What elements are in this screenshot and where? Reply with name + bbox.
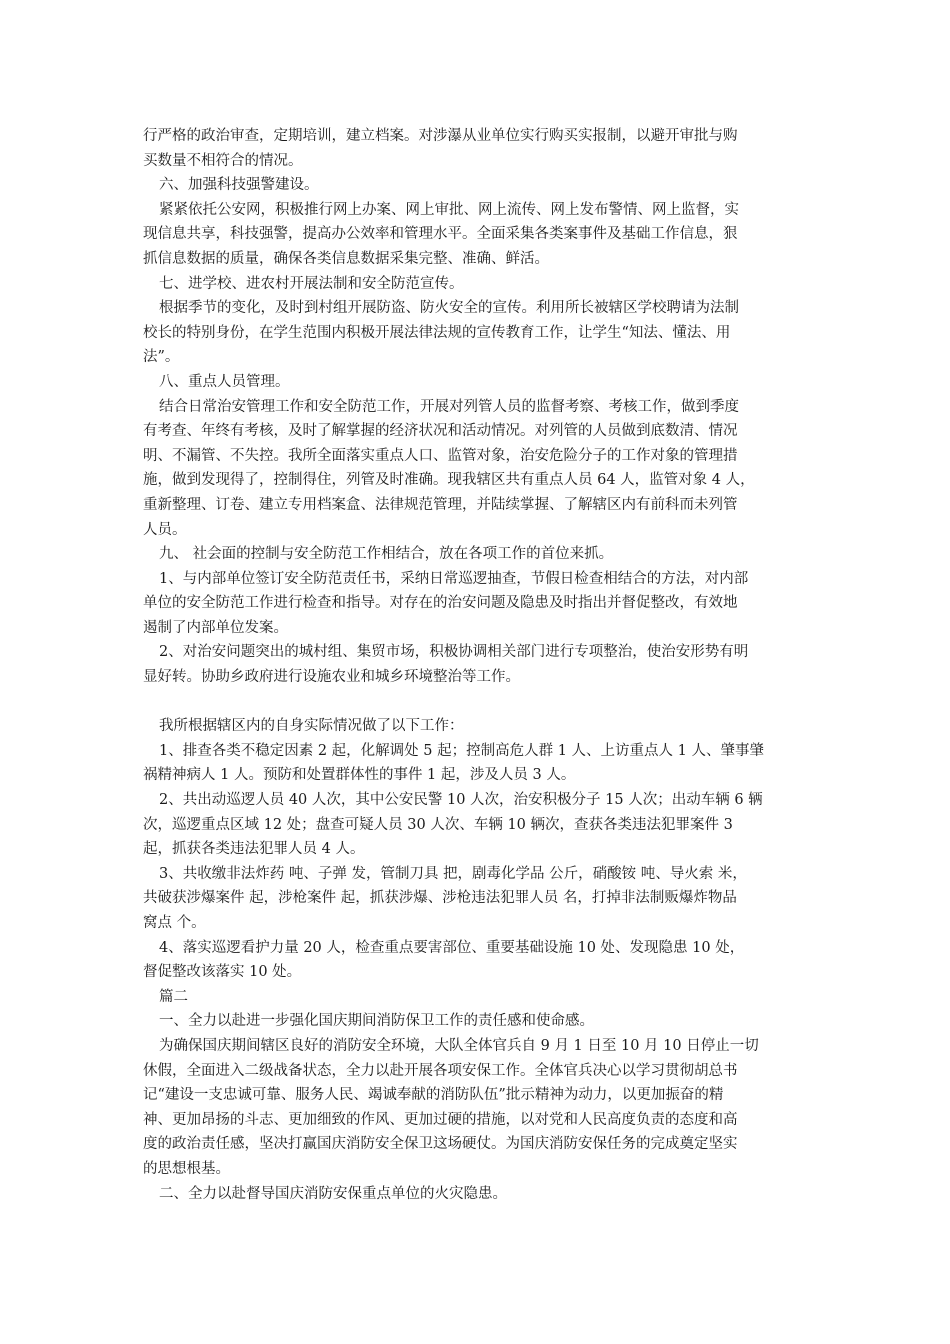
blank-line [143,690,819,715]
text-line: 1、排查各类不稳定因素 2 起，化解调处 5 起；控制高危人群 1 人、上访重点人 1 人、肇事肇 [159,742,764,759]
text-line: 紧紧依托公安网，积极推行网上办案、网上审批、网上流传、网上发布警情、网上监督，实 [159,201,739,218]
text-line: 篇二 [159,988,188,1005]
text-line: 有考查、年终有考核，及时了解掌握的经济状况和活动情况。对列管的人员做到底数清、情况 [143,423,738,440]
text-line: 一、全力以赴进一步强化国庆期间消防保卫工作的责任感和使命感。 [159,1013,594,1030]
text-line: 共破获涉爆案件 起，涉枪案件 起，抓获涉爆、涉枪违法犯罪人员 名，打掉非法制贩爆炸物品 [143,890,737,907]
text-line: 4、落实巡逻看护力量 20 人，检查重点要害部位、重要基础设施 10 处、发现隐患 10 处， [159,939,745,956]
text-line: 抓信息数据的质量，确保各类信息数据采集完整、准确、鲜活。 [143,250,549,267]
text-line: 2、共出动巡逻人员 40 人次，其中公安民警 10 人次，治安积极分子 15 人次；出动车辆 6 辆 [159,792,763,809]
text-line: 施，做到发现得了，控制得住，列管及时准确。现我辖区共有重点人员 64 人，监管对象 4 人， [143,472,755,489]
text-line: 单位的安全防范工作进行检查和指导。对存在的治安问题及隐患及时指出并督促整改，有效地 [143,595,738,612]
text-line: 校长的特别身份，在学生范围内积极开展法律法规的宣传教育工作，让学生“知法、懂法、用 [143,324,731,341]
text-line: 督促整改该落实 10 处。 [143,964,302,981]
text-line: 为确保国庆期间辖区良好的消防安全环境，大队全体官兵自 9 月 1 日至 10 月 10 日停止一切 [159,1037,759,1054]
text-line: 结合日常治安管理工作和安全防范工作，开展对列管人员的监督考察、考核工作，做到季度 [159,398,739,415]
text-line: 遏制了内部单位发案。 [143,619,288,636]
document-body [143,124,819,1206]
text-line: 1、与内部单位签订安全防范责任书，采纳日常巡逻抽查，节假日检查相结合的方法，对内部 [159,570,749,587]
text-line: 六、加强科技强警建设。 [159,177,319,194]
text-line: 现信息共享，科技强警，提高办公效率和管理水平。全面采集各类案事件及基础工作信息，狠 [143,226,738,243]
text-line: 买数量不相符合的情况。 [143,152,303,169]
text-line: 的思想根基。 [143,1160,230,1177]
text-line: 二、全力以赴督导国庆消防安保重点单位的火灾隐患。 [159,1185,507,1202]
text-line: 行严格的政治审查，定期培训，建立档案。对涉瀑从业单位实行购买实报制，以避开审批与购 [143,128,738,144]
text-line: 九、 社会面的控制与安全防范工作相结合，放在各项工作的首位来抓。 [159,546,614,563]
text-line: 显好转。协助乡政府进行设施农业和城乡环境整治等工作。 [143,669,520,686]
text-line: 八、重点人员管理。 [159,373,290,390]
text-line: 七、进学校、进农村开展法制和安全防范宣传。 [159,275,464,292]
text-line: 度的政治责任感，坚决打赢国庆消防安全保卫这场硬仗。为国庆消防安保任务的完成奠定坚实 [143,1136,738,1153]
text-line: 我所根据辖区内的自身实际情况做了以下工作： [159,718,464,735]
text-line: 明、不漏管、不失控。我所全面落实重点人口、监管对象，治安危险分子的工作对象的管理措 [143,447,738,464]
text-line: 重新整理、订卷、建立专用档案盒、法律规范管理，并陆续掌握、了解辖区内有前科而未列管 [143,496,738,513]
text-line: 2、对治安问题突出的城村组、集贸市场，积极协调相关部门进行专项整治，使治安形势有明 [159,644,749,661]
text-line: 根据季节的变化，及时到村组开展防盗、防火安全的宣传。利用所长被辖区学校聘请为法制 [159,300,739,317]
text-line: 记“建设一支忠诚可靠、服务人民、竭诚奉献的消防队伍”批示精神为动力，以更加振奋的精 [143,1087,724,1104]
text-line: 次，巡逻重点区域 12 处；盘查可疑人员 30 人次、车辆 10 辆次，查获各类违法犯罪案件 3 [143,816,733,833]
text-line: 窝点 个。 [143,915,206,931]
text-line: 神、更加昂扬的斗志、更加细致的作风、更加过硬的措施，以对党和人民高度负责的态度和高 [143,1111,738,1128]
text-line: 人员。 [143,521,187,538]
text-line: 3、共收缴非法炸药 吨、子弹 发，管制刀具 把，剧毒化学品 公斤，硝酸铵 吨、导火索 米， [159,865,747,882]
text-line: 法”。 [143,349,180,366]
text-line: 起，抓获各类违法犯罪人员 4 人。 [143,841,365,858]
text-line: 休假，全面进入二级战备状态，全力以赴开展各项安保工作。全体官兵决心以学习贯彻胡总书 [143,1062,738,1079]
text-line: 祸精神病人 1 人。预防和处置群体性的事件 1 起，涉及人员 3 人。 [143,767,576,784]
